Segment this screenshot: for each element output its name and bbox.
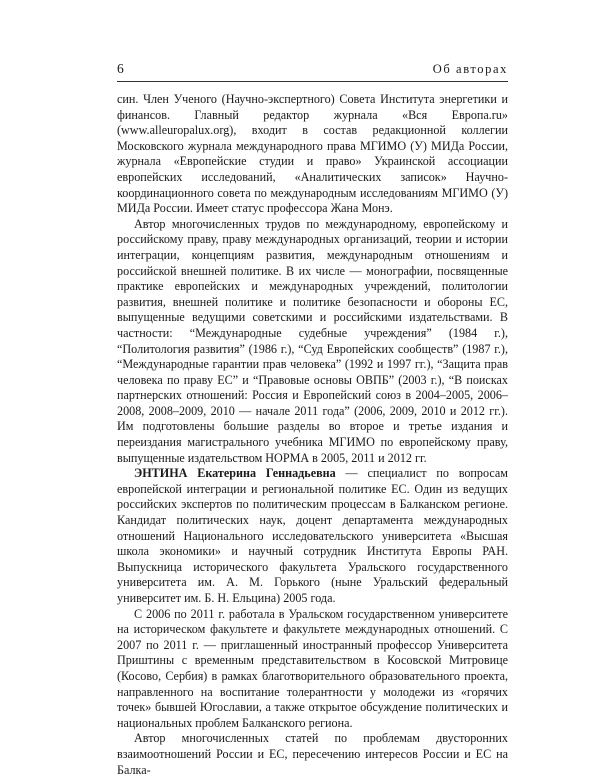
- author-name: ЭНТИНА Екатерина Геннадьевна: [134, 466, 336, 481]
- paragraph-text: — специалист по вопросам европейской интеграции и региональной политике ЕС. Один из ведущих российских экспертов по политическим процессам в Балканском регионе. Кандидат политических наук, доцент департамента международных отношений Национального исследовательского университета «Высшая школа экономики» и научный сотрудник Института Европы РАН. Выпускница исторического факультета Уральского государственного университета им. А. М. Горького (ныне Уральский федеральный университет им. Б. Н. Ельцина) 2005 года.: [117, 466, 508, 605]
- paragraph-4: [117, 607, 508, 732]
- paragraph-text: С 2006 по 2011 г. работала в Уральском государственном университете на историческом факультете и факультете международных отношений. С 2007 по 2011 г. — приглашенный иностранный профессор Университета Приштины с временным представительством в Косовской Митровице (Косово, Сербия) в рамках благотворительного образовательного проекта, направленного на воспитание толерантности у молодежи из «горячих точек» бывшей Югославии, а также открытое обсуждение политических и национальных проблем Балканского региона.: [117, 606, 508, 730]
- paragraph-3: [117, 466, 508, 606]
- body-text: [117, 92, 508, 778]
- paragraph-text: син. Член Ученого (Научно-экспертного) Совета Института энергетики и финансов. Главный редактор журнала «Вся Европа.ru» (www.alleuropalux.org), входит в состав редакционной коллегии Московского журнала международного права МГИМО (У) МИДа России, журнала «Европейские студии и право» Украинской ассоциации европейских исследований, «Аналитических записок» Научно-координационного совета по международным исследованиям МГИМО (У) МИДа России. Имеет статус профессора Жана Монэ.: [117, 92, 508, 216]
- running-header: [117, 61, 508, 82]
- paragraph-2: [117, 217, 508, 467]
- paragraph-text: Автор многочисленных статей по проблемам двусторонних взаимоотношений России и ЕС, пересечению интересов России и ЕС на Балка-: [117, 731, 508, 777]
- page-number: 6: [117, 61, 124, 76]
- paragraph-text: Автор многочисленных трудов по международному, европейскому и российскому праву, праву международных организаций, теории и истории интеграции, концепциям развития, международным отношениям и российской внешней политике. В их числе — монографии, посвященные практике европейских и международных учреждений, политологии развития, внешней политике и политике безопасности и обороны ЕС, выпущенные ведущими советскими и российскими издательствами. В частности: “Международные судебные учреждения” (1984 г.), “Политология развития” (1986 г.), “Суд Европейских сообществ” (1987 г.), “Международные гарантии прав человека” (1992 и 1997 гг.), “Защита прав человека по праву ЕС” и “Правовые основы ОВПБ” (2003 г.), “В поисках партнерских отношений: Россия и Европейский союз в 2004–2005, 2006–2008, 2008–2009, 2010 — начале 2011 года” (2006, 2009, 2010 и 2012 гг.). Им подготовлены большие разделы во второе и третье издания и переиздания магистрального учебника МГИМО по европейскому праву, выпущенные издательством НОРМА в 2005, 2011 и 2012 гг.: [117, 216, 508, 465]
- paragraph-5: [117, 731, 508, 778]
- section-title: Об авторах: [432, 62, 508, 76]
- paragraph-1: [117, 92, 508, 217]
